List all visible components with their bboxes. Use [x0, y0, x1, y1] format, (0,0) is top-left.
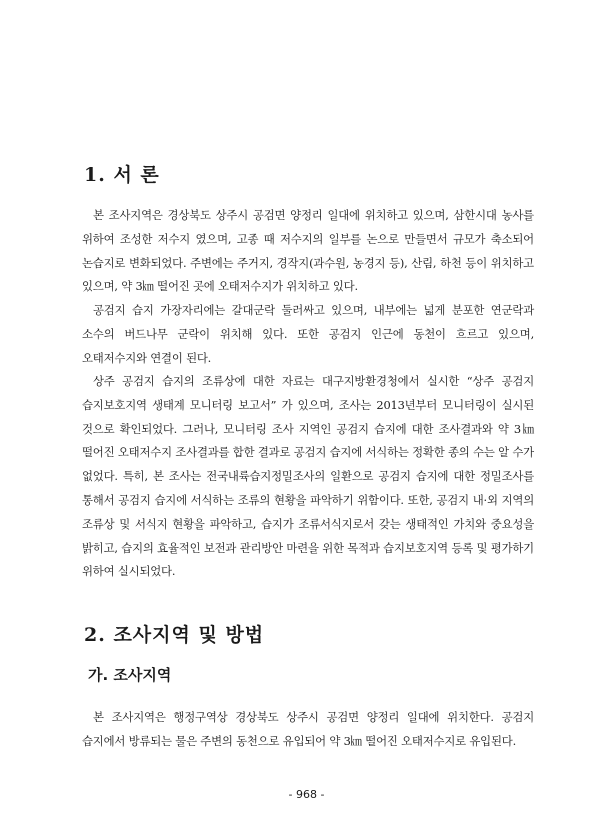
survey-area-paragraph: 본 조사지역은 행정구역상 경상북도 상주시 공검면 양정리 일대에 위치한다. 공검지 습지에서 방류되는 물은 주변의 동천으로 유입되어 약 3㎞ 떨어진 오태저수지로 유입된다. — [82, 710, 534, 748]
intro-paragraph-3: 상주 공검지 습지의 조류상에 대한 자료는 대구지방환경청에서 실시한 “상주 공검지 습지보호지역 생태계 모니터링 보고서” 가 있으며, 조사는 2013년부터 모니터링이 실시된 것으로 확인되었다. 그러나, 모니터링 조사 지역인 공검지 습지에 대한 조사결과와 약 3㎞ 떨어진 오태저수지 조사결과를 합한 결과로 공검지 습지에 서식하는 정확한 종의 수는 알 수가 없었다. 특히, 본 조사는 전국내륙습지정밀조사의 일환으로 공검지 습지에 대한 정밀조사를 통해서 공검지 습지에 서식하는 조류의 현황을 파악하기 위함이다. 또한, 공검지 내·외 지역의 조류상 및 서식지 현황을 파악하고, 습지가 조류서식지로서 갖는 생태적인 가치와 중요성을 밝히고, 습지의 효율적인 보전과 관리방안 마련을 위한 목적과 습지보호지역 등록 및 평가하기 위하여 실시되었다. — [82, 374, 534, 579]
intro-paragraph-1: 본 조사지역은 경상북도 상주시 공검면 양정리 일대에 위치하고 있으며, 삼한시대 농사를 위하여 조성한 저수지 였으며, 고종 때 저수지의 일부를 논으로 만들면서 규모가 축소되어 논습지로 변화되었다. 주변에는 주거지, 경작지(과수원, 농경지 등), 산림, 하천 등이 위치하고 있으며, 약 3㎞ 떨어진 곳에 오태저수지가 위치하고 있다. — [82, 208, 534, 294]
page-number: - 968 - — [288, 788, 325, 801]
intro-paragraph-2: 공검지 습지 가장자리에는 갈대군락 둘러싸고 있으며, 내부에는 넓게 분포한 연군락과 소수의 버드나무 군락이 위치해 있다. 또한 공검지 인근에 동천이 흐르고 있으며, 오태저수지와 연결이 된다. — [82, 303, 534, 365]
section-heading-introduction: 1. 서 론 — [84, 164, 160, 186]
subsection-heading-survey-area: 가. 조사지역 — [88, 666, 172, 684]
section-heading-methods: 2. 조사지역 및 방법 — [84, 624, 265, 646]
